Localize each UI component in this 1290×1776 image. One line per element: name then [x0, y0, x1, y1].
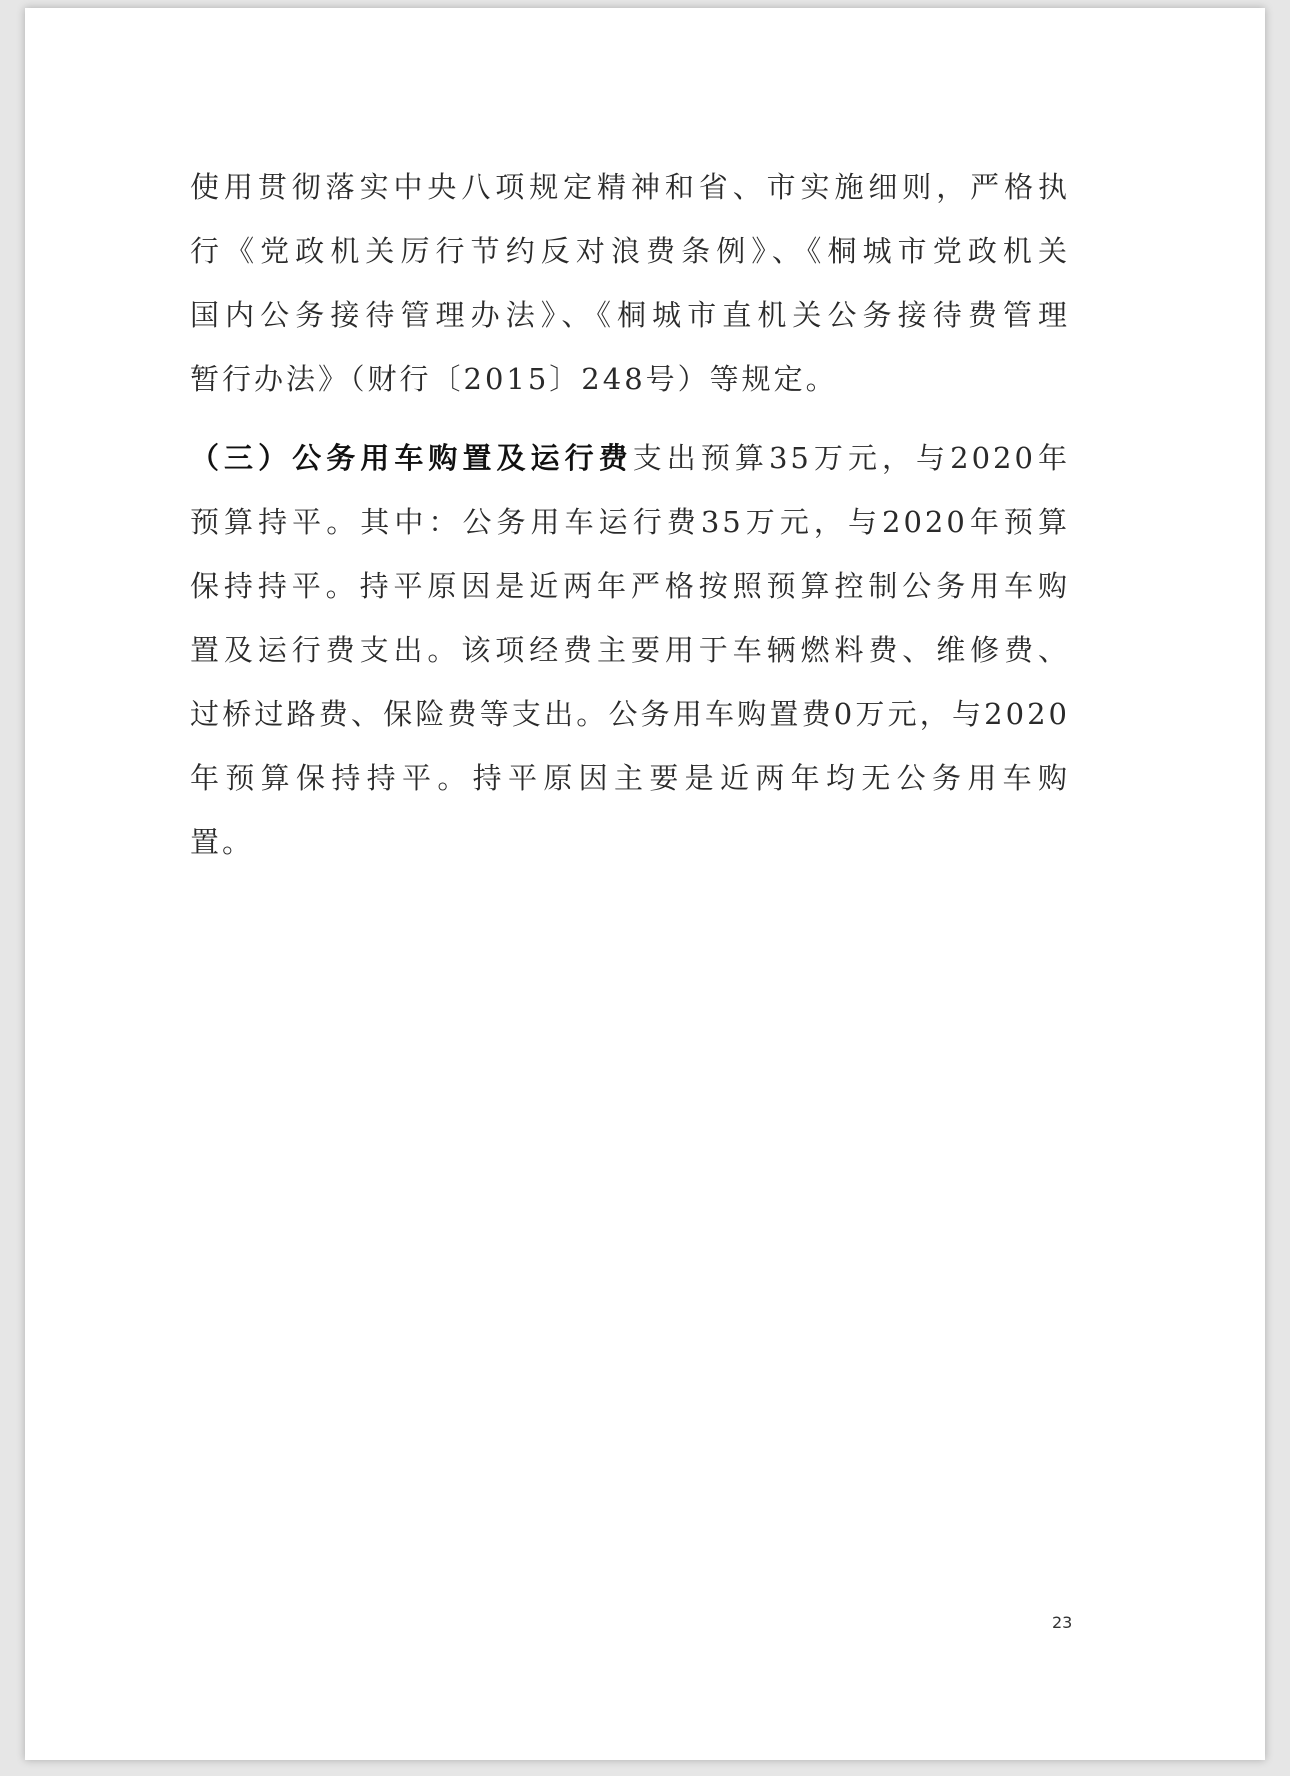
- paragraph-vehicle-expenses: [190, 426, 1070, 874]
- text-line: 行《党政机关厉行节约反对浪费条例》、《桐城市党政机关: [190, 234, 1070, 268]
- section-heading: （三）公务用车购置及运行费: [190, 441, 633, 475]
- text-line: 置及运行费支出。该项经费主要用于车辆燃料费、维修费、: [190, 633, 1070, 667]
- text-line: 保持持平。持平原因是近两年严格按照预算控制公务用车购: [190, 569, 1070, 603]
- heading-line-rest: 支出预算35万元，与2020年: [632, 441, 1070, 475]
- text-line: 置。: [190, 825, 255, 859]
- text-line: [190, 426, 1070, 490]
- text-line: 预算持平。其中：公务用车运行费35万元，与2020年预算: [190, 505, 1070, 539]
- paragraph-reception-rules: [190, 155, 1070, 411]
- text-line: 使用贯彻落实中央八项规定精神和省、市实施细则，严格执: [190, 170, 1070, 204]
- text-line: 暂行办法》（财行〔2015〕248号）等规定。: [190, 362, 838, 396]
- text-line: 年预算保持持平。持平原因主要是近两年均无公务用车购: [190, 761, 1070, 795]
- text-line: 国内公务接待管理办法》、《桐城市直机关公务接待费管理: [190, 298, 1070, 332]
- page-number: 23: [1052, 1613, 1073, 1632]
- text-line: 过桥过路费、保险费等支出。公务用车购置费0万元，与2020: [190, 697, 1070, 731]
